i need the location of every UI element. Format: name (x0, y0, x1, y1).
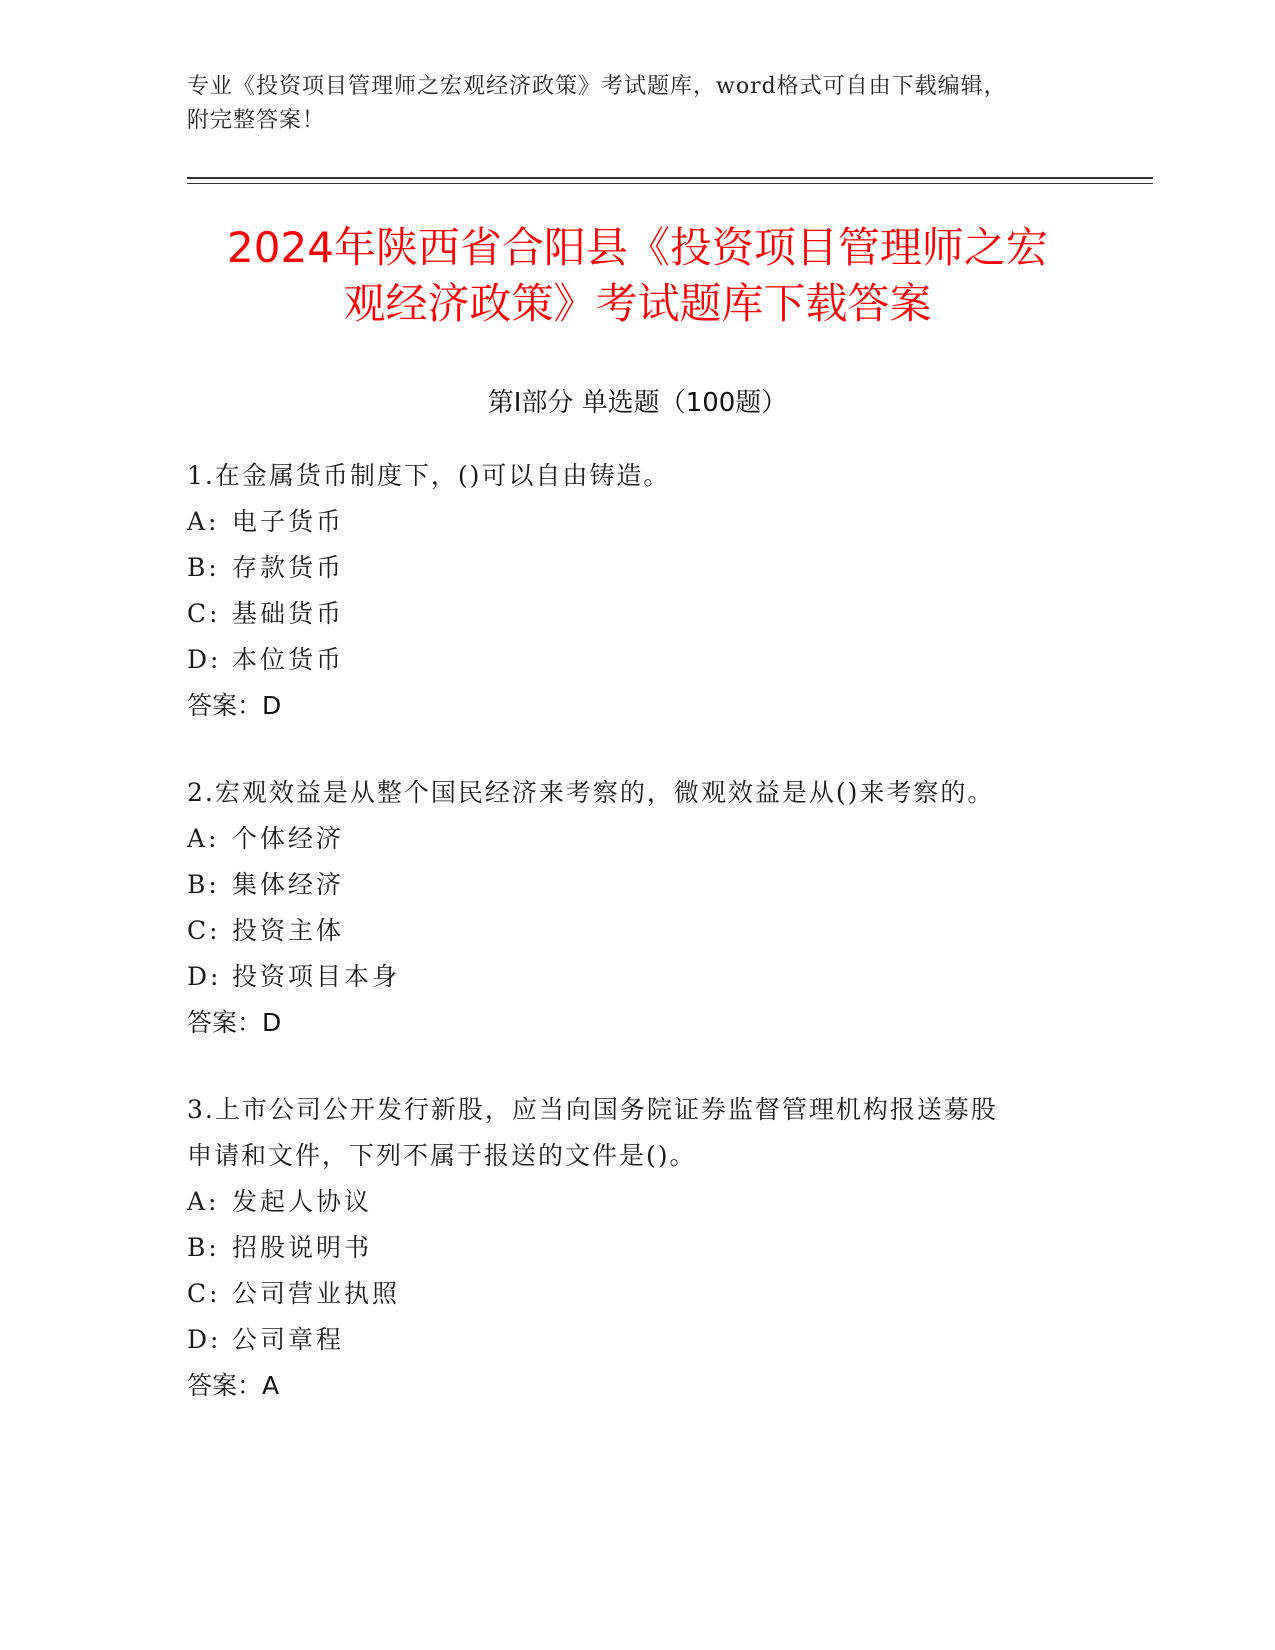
option-a (187, 1179, 1067, 1225)
question-2 (187, 770, 1067, 1046)
option-d (187, 1317, 1067, 1363)
option-text: 电子货币 (232, 507, 345, 536)
answer-line: 答案：D (187, 1008, 282, 1037)
option-text: 投资主体 (232, 916, 345, 945)
document-title-line-2: 观经济政策》考试题库下载答案 (343, 279, 932, 328)
option-c (187, 908, 1067, 954)
option-a (187, 499, 1067, 545)
option-c (187, 1271, 1067, 1317)
option-text: 招股说明书 (232, 1233, 373, 1262)
option-letter: C: (187, 916, 221, 945)
option-text: 存款货币 (232, 553, 345, 582)
question-3 (187, 1087, 1067, 1409)
option-b (187, 545, 1067, 591)
option-letter: C: (187, 1279, 221, 1308)
option-letter: B: (187, 1233, 220, 1262)
option-b (187, 862, 1067, 908)
header-note-line-1: 专业《投资项目管理师之宏观经济政策》考试题库，word格式可自由下载编辑， (187, 74, 1007, 99)
section-title: 第Ⅰ部分 单选题（100题） (487, 388, 788, 418)
question-stem: 2.宏观效益是从整个国民经济来考察的，微观效益是从()来考察的。 (187, 778, 995, 807)
answer-line: 答案：A (187, 1371, 280, 1400)
header-note (187, 70, 1087, 138)
question-stem-line-2: 申请和文件，下列不属于报送的文件是()。 (187, 1141, 697, 1170)
option-a (187, 816, 1067, 862)
answer-line: 答案：D (187, 691, 282, 720)
option-b (187, 1225, 1067, 1271)
option-letter: A: (187, 507, 220, 536)
option-text: 公司章程 (232, 1325, 345, 1354)
option-d (187, 954, 1067, 1000)
option-letter: C: (187, 599, 221, 628)
option-letter: A: (187, 1187, 220, 1216)
option-d (187, 637, 1067, 683)
option-text: 基础货币 (232, 599, 345, 628)
document-title (150, 220, 1125, 332)
option-text: 集体经济 (232, 870, 345, 899)
option-letter: D: (187, 1325, 222, 1354)
option-letter: A: (187, 824, 220, 853)
document-title-line-1: 2024年陕西省合阳县《投资项目管理师之宏 (227, 223, 1048, 272)
option-text: 公司营业执照 (232, 1279, 401, 1308)
header-divider-thin (187, 183, 1153, 184)
header-divider-thick (187, 177, 1153, 179)
question-stem: 1.在金属货币制度下，()可以自由铸造。 (187, 461, 671, 490)
header-note-line-2: 附完整答案！ (187, 108, 326, 133)
option-text: 本位货币 (232, 645, 345, 674)
option-c (187, 591, 1067, 637)
option-letter: D: (187, 962, 222, 991)
option-text: 个体经济 (232, 824, 345, 853)
option-letter: B: (187, 870, 220, 899)
question-stem-line-1: 3.上市公司公开发行新股，应当向国务院证券监督管理机构报送募股 (187, 1095, 998, 1124)
option-text: 发起人协议 (232, 1187, 373, 1216)
option-letter: D: (187, 645, 222, 674)
option-text: 投资项目本身 (232, 962, 401, 991)
option-letter: B: (187, 553, 220, 582)
question-1 (187, 453, 1067, 729)
